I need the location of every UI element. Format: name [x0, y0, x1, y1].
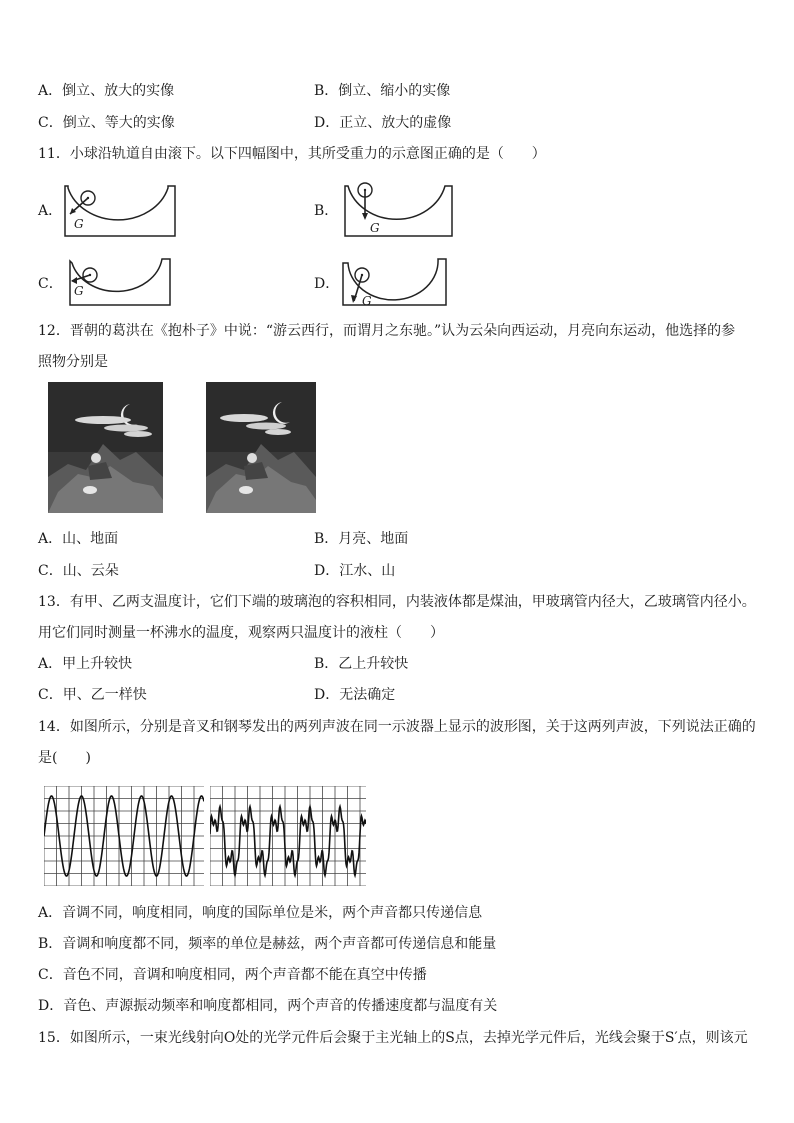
q11-d-gravity-label: G — [362, 294, 372, 308]
q14-stem-line1: 14．如图所示，分别是音叉和钢琴发出的两列声波在同一示波器上显示的波形图，关于这两列声波，下列说法正确的 — [38, 719, 756, 735]
q12-illustration-right — [206, 382, 316, 513]
q12-option-c: C．山、云朵 — [38, 563, 119, 579]
q10-option-d: D．正立、放大的虚像 — [314, 115, 452, 131]
q12-option-a: A．山、地面 — [38, 531, 119, 547]
q13-option-c: C．甲、乙一样快 — [38, 687, 147, 703]
q11-b-gravity-label: G — [370, 221, 380, 235]
q10-option-b: B．倒立、缩小的实像 — [314, 83, 451, 99]
q13-stem-line1: 13．有甲、乙两支温度计，它们下端的玻璃泡的容积相同，内装液体都是煤油，甲玻璃管内径大，乙玻璃管内径小。 — [38, 594, 756, 610]
q13-option-a: A．甲上升较快 — [38, 656, 133, 672]
q11-label-a: A． — [38, 203, 63, 219]
q14-option-a: A．音调不同，响度相同，响度的国际单位是米，两个声音都只传递信息 — [38, 905, 483, 921]
q12-stem-line1: 12．晋朝的葛洪在《抱朴子》中说：“游云西行，而谓月之东驰。”认为云朵向西运动，月亮向东运动，他选择的参 — [38, 323, 736, 339]
q11-figure-c — [60, 255, 180, 311]
q14-option-d: D．音色、声源振动频率和响度都相同，两个声音的传播速度都与温度有关 — [38, 998, 498, 1014]
q14-stem-line2: 是( ) — [38, 750, 91, 766]
q12-option-b: B．月亮、地面 — [314, 531, 409, 547]
q14-waveform-piano — [210, 786, 366, 886]
q11-figure-b — [340, 178, 460, 240]
q14-waveform-tuning-fork — [44, 786, 204, 886]
q11-figure-a — [60, 178, 180, 240]
q10-option-a: A．倒立、放大的实像 — [38, 83, 175, 99]
q11-c-gravity-label: G — [74, 284, 84, 298]
q12-illustration-left — [48, 382, 163, 513]
q11-label-b: B． — [314, 203, 339, 219]
q13-option-b: B．乙上升较快 — [314, 656, 409, 672]
q15-stem-line1: 15．如图所示，一束光线射向O处的光学元件后会聚于主光轴上的S点，去掉光学元件后，光线会聚于S′点，则该元 — [38, 1030, 748, 1046]
q14-option-c: C．音色不同，音调和响度相同，两个声音都不能在真空中传播 — [38, 967, 427, 983]
q11-label-c: C． — [38, 276, 63, 292]
q13-stem-line2: 用它们同时测量一杯沸水的温度，观察两只温度计的液柱（ ） — [38, 625, 444, 641]
q11-a-gravity-label: G — [74, 217, 84, 231]
q11-label-d: D． — [314, 276, 340, 292]
q13-option-d: D．无法确定 — [314, 687, 396, 703]
q12-option-d: D．江水、山 — [314, 563, 396, 579]
q12-stem-line2: 照物分别是 — [38, 354, 108, 370]
q11-stem: 11．小球沿轨道自由滚下。以下四幅图中，其所受重力的示意图正确的是（ ） — [38, 146, 546, 162]
q11-figure-d — [338, 255, 458, 311]
q10-option-c: C．倒立、等大的实像 — [38, 115, 175, 131]
q14-option-b: B．音调和响度都不同，频率的单位是赫兹，两个声音都可传递信息和能量 — [38, 936, 497, 952]
